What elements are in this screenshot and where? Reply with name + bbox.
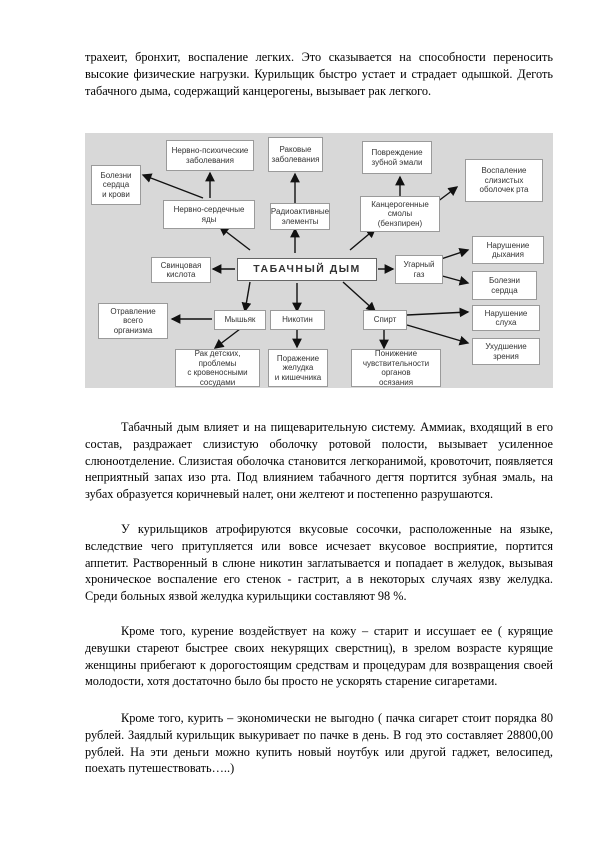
box-cancer-diseases: Раковые заболевания [268,137,323,172]
paragraph-lungs: трахеит, бронхит, воспаление легких. Это сказывается на способности переносить высокие физические нагрузки. Курильщик быстро устает и страдает одышкой. Деготь табачного дыма, содержащий канцерогены, вызывает рак легкого. [85,50,553,98]
tobacco-smoke-diagram [85,133,553,388]
paragraph-digestive: Табачный дым влияет и на пищеварительную систему. Аммиак, входящий в его состав, раздражает слизистую оболочку ротовой полости, вызывает усиленное слюноотделение. Слизистая оболочка становится легкоранимой, кровоточит, появляется неприятный запах изо рта. Под влиянием табачного дегтя портится зубная эмаль, на зубах образуется коричневый налет, они желтеют и постепенно разрушаются. [85,420,553,502]
paragraph-skin: Кроме того, курение воздействует на кожу – старит и иссушает ее ( курящие девушки стареют быстрее своих некурящих сверстниц), в зрелом возрасте курящие женщины прибегают к дорогостоящим средствам и процедурам для возвращения своей молодости, хотя достаточно было бы просто не ускорять старение сигаретами. [85,624,553,689]
box-heart-disease: Болезни сердца [472,271,537,300]
paragraph-taste: У курильщиков атрофируются вкусовые сосочки, расположенные на языке, вследствие чего притупляется или вовсе исчезает вкусовое восприятие, портится аппетит. Растворенный в слюне никотин заглатывается и попадает в желудок, вызывая хроническое воспаление его стенок - гастрит, а в некоторых случаях язву желудка. Среди больных язвой желудка курильщики составляют 98 %. [85,522,553,604]
box-nicotine: Никотин [270,310,325,330]
box-lead-acid: Свинцовая кислота [151,257,211,283]
box-tooth-enamel-damage: Повреждение зубной эмали [362,141,432,174]
box-heart-blood-diseases: Болезни сердца и крови [91,165,141,205]
box-ammonia: Спирт [363,310,407,330]
box-neuro-cardiac-poisons: Нервно-сердечные яды [163,200,255,229]
box-nervous-mental-diseases: Нервно-психические заболевания [166,140,254,171]
box-mucosa-inflammation: Воспаление слизистых оболочек рта [465,159,543,202]
box-tobacco-smoke-center: ТАБАЧНЫЙ ДЫМ [237,258,377,281]
box-vision-impairment: Ухудшение зрения [472,338,540,365]
box-arsenic: Мышьяк [214,310,266,330]
box-stomach-damage: Поражение желудка и кишечника [268,349,328,387]
box-sensitivity-decrease: Понижение чувствительности органов осязания [351,349,441,387]
box-breathing-disorder: Нарушение дыхания [472,236,544,264]
box-carbon-monoxide: Угарный газ [395,255,443,284]
paragraph-economics: Кроме того, курить – экономически не выгодно ( пачка сигарет стоит порядка 80 рублей. Заядлый курильщик выкуривает по пачке в день. В год это составляет 28800,00 рублей. На эти деньги можно купить новый ноутбук или другой гаджет, велосипед, поехать путешествовать…..) [85,711,553,776]
box-whole-body-poisoning: Отравление всего организма [98,303,168,339]
box-hearing-disorder: Нарушение слуха [472,305,540,331]
box-radioactive-elements: Радиоактивные элементы [270,203,330,230]
box-carcinogenic-resins: Канцерогенные смолы (бензпирен) [360,196,440,232]
box-child-cancer-vessels: Рак детских, проблемы с кровеносными сосудами [175,349,260,387]
